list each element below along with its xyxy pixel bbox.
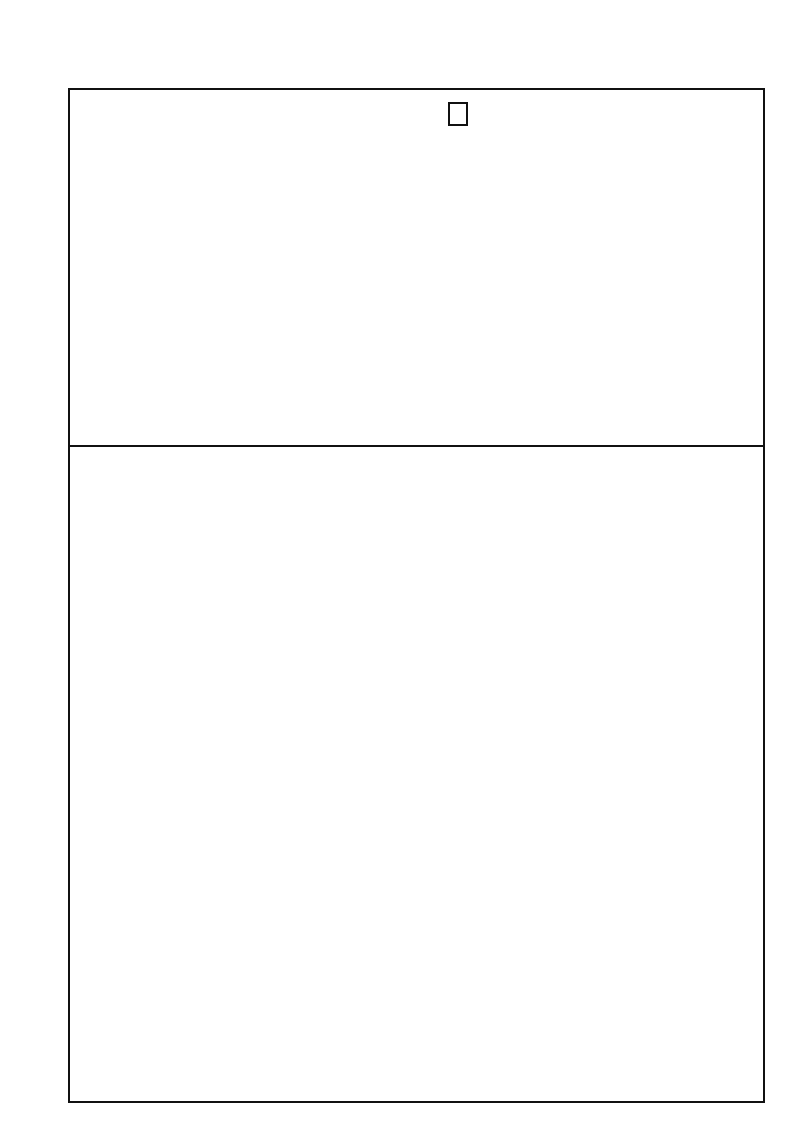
section-divider (70, 445, 763, 447)
bulletin-title-box (448, 102, 468, 126)
page-frame (68, 88, 765, 1103)
